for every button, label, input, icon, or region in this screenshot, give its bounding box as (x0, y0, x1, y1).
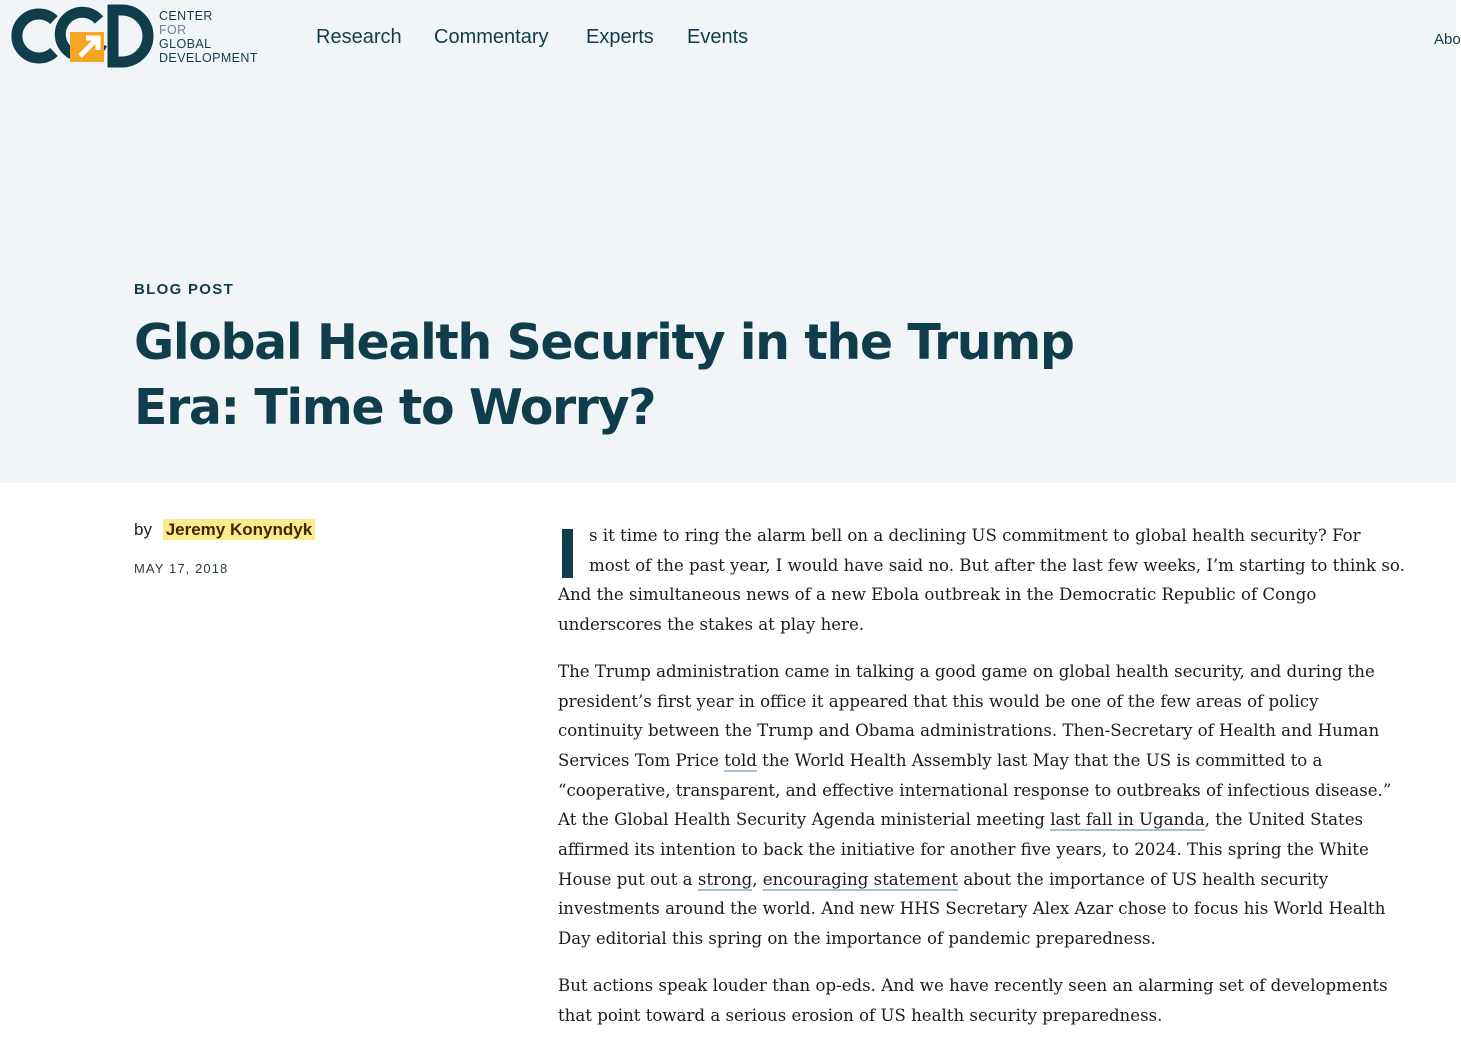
p2-text-1: The Trump administration came in talking a good game on global health security, and during the president’s first year in office it appeared that this would be one of the few areas of policy continuity between the Trump and Obama administrations. Then-Secretary of Health and Human Services Tom Price (558, 661, 1380, 770)
author-link[interactable]: Jeremy Konyndyk (163, 519, 315, 540)
publish-date: MAY 17, 2018 (134, 561, 229, 576)
logo-line-4: DEVELOPMENT (159, 51, 258, 65)
dropcap-icon (562, 529, 573, 578)
p2-text-5: about the importance of US health security investments around the world. And new HHS Secretary Alex Azar chose to focus his World Health Day editorial this spring on the importance of pandemic preparedness. (558, 869, 1386, 949)
content-type-label: BLOG POST (134, 281, 235, 298)
nav-commentary[interactable]: Commentary (434, 26, 549, 48)
logo-line-1: CENTER (159, 9, 213, 23)
hero-banner (0, 0, 1461, 483)
article-body (558, 521, 1406, 1047)
article-paragraph-1 (558, 521, 1406, 640)
logo-line-2: FOR (159, 23, 187, 37)
link-last-fall-uganda[interactable]: last fall in Uganda (1050, 810, 1205, 830)
nav-research[interactable]: Research (316, 26, 402, 48)
link-encouraging-statement[interactable]: encouraging statement (762, 869, 959, 889)
link-told[interactable]: told (724, 750, 757, 770)
page-title: Global Health Security in the Trump Era: Time to Worry? (134, 314, 1074, 436)
logo-line-3: GLOBAL (159, 37, 212, 51)
cgd-logo-icon (10, 6, 150, 66)
p2-text-2: the World Health Assembly last May that the US is committed to a “cooperative, transparent, and effective international response to outbreaks of infectious disease.” At the Global Health Security Agenda ministerial meeting (558, 750, 1392, 830)
nav-about[interactable]: Abo (1434, 31, 1461, 48)
paragraph-1-text: s it time to ring the alarm bell on a declining US commitment to global health security? For most of the past year, I would have said no. But after the last few weeks, I’m starting to think so. And the simultaneous news of a new Ebola outbreak in the Democratic Republic of Congo underscores the stakes at play here. (558, 526, 1405, 635)
article-paragraph-2 (558, 657, 1406, 954)
logo-wordmark (159, 9, 258, 65)
nav-experts[interactable]: Experts (586, 26, 654, 48)
p2-text-4: , (752, 869, 763, 889)
byline (134, 520, 315, 540)
nav-events[interactable]: Events (687, 26, 749, 48)
article-paragraph-3: But actions speak louder than op-eds. And we have recently seen an alarming set of developments that point toward a serious erosion of US health security preparedness. (558, 975, 1388, 1025)
cgd-logo[interactable] (10, 6, 258, 70)
link-strong[interactable]: strong (697, 869, 753, 889)
byline-prefix: by (134, 520, 152, 539)
p2-text-3: , the United States affirmed its intention to back the initiative for another five years, to 2024. This spring the White House put out a (558, 810, 1369, 889)
